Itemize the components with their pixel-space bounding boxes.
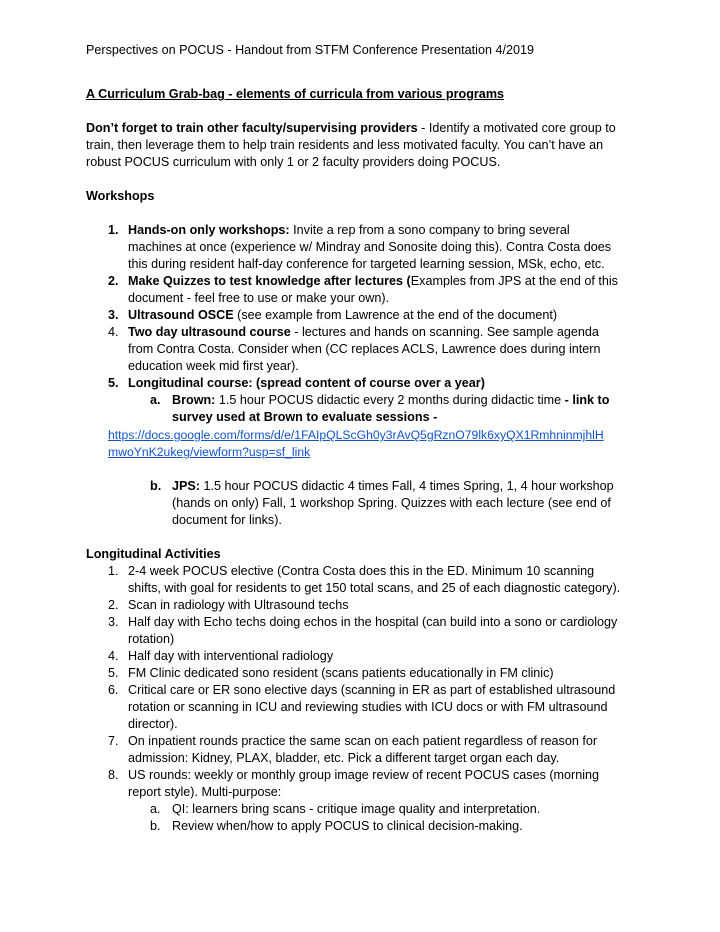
activity-7-number: 7. bbox=[108, 734, 119, 748]
survey-link-line-2[interactable]: mwoYnK2ukeg/viewform?usp=sf_link bbox=[108, 445, 311, 459]
activity-4-number: 4. bbox=[108, 649, 119, 663]
activity-8a-letter: a. bbox=[150, 802, 161, 816]
intro-text-1: - Identify a motivated core group to bbox=[417, 121, 616, 135]
activity-8b-letter: b. bbox=[150, 819, 161, 833]
activity-2-line-1: Scan in radiology with Ultrasound techs bbox=[128, 598, 349, 612]
sub-b-line-2: (hands on only) Fall, 1 workshop Spring. Quizzes with each lecture (see end of bbox=[172, 496, 611, 510]
workshop-2-number: 2. bbox=[108, 274, 119, 288]
activity-8b-line: Review when/how to apply POCUS to clinical decision-making. bbox=[172, 819, 523, 833]
intro-line-1 bbox=[86, 120, 616, 137]
workshop-3-bold: Ultrasound OSCE bbox=[128, 308, 234, 322]
sub-a-bold-2: - link to bbox=[564, 393, 610, 407]
activity-2-number: 2. bbox=[108, 598, 119, 612]
activity-6-number: 6. bbox=[108, 683, 119, 697]
workshop-1-line-1 bbox=[128, 222, 570, 239]
intro-line-2: train, then leverage them to help train residents and less motivated faculty. You can’t have an bbox=[86, 138, 604, 152]
workshop-1-line-2: machines at once (experience w/ Mindray and Sonosite doing this). Contra Costa does bbox=[128, 240, 612, 254]
workshop-3-line-1 bbox=[128, 307, 557, 324]
workshop-4-line-2: from Contra Costa. Consider when (CC replaces ACLS, Lawrence does during intern bbox=[128, 342, 601, 356]
workshop-5-number: 5. bbox=[108, 376, 119, 390]
page-header: Perspectives on POCUS - Handout from STFM Conference Presentation 4/2019 bbox=[86, 43, 534, 57]
workshop-3-number: 3. bbox=[108, 308, 119, 322]
activity-5-line-1: FM Clinic dedicated sono resident (scans patients educationally in FM clinic) bbox=[128, 666, 554, 680]
activity-3-line-2: rotation) bbox=[128, 632, 175, 646]
sub-b-line-3: document for links). bbox=[172, 513, 282, 527]
workshop-4-bold: Two day ultrasound course bbox=[128, 325, 291, 339]
sub-a-line-2: survey used at Brown to evaluate sessions - bbox=[172, 410, 438, 424]
section-title: A Curriculum Grab-bag - elements of curricula from various programs bbox=[86, 87, 505, 101]
workshop-1-line-3: this during resident half-day conference for targeted learning session, MSk, echo, etc. bbox=[128, 257, 605, 271]
activity-8-line-1: US rounds: weekly or monthly group image review of recent POCUS cases (morning bbox=[128, 768, 600, 782]
workshop-5-line-1: Longitudinal course: (spread content of course over a year) bbox=[128, 376, 485, 390]
workshop-2-line-1 bbox=[128, 273, 618, 290]
activity-1-number: 1. bbox=[108, 564, 119, 578]
workshop-1-number: 1. bbox=[108, 223, 119, 237]
activity-4-line-1: Half day with interventional radiology bbox=[128, 649, 334, 663]
workshop-4-text: - lectures and hands on scanning. See sample agenda bbox=[290, 325, 599, 339]
sub-a-letter: a. bbox=[150, 393, 161, 407]
workshop-2-bold: Make Quizzes to test knowledge after lectures ( bbox=[128, 274, 411, 288]
activity-1-line-2: shifts, with goal for residents to get 150 total scans, and 25 of each diagnostic category). bbox=[128, 581, 621, 595]
sub-b-line-1 bbox=[172, 478, 614, 495]
intro-line-3: robust POCUS curriculum with only 1 or 2 faculty providers doing POCUS. bbox=[86, 155, 501, 169]
workshop-2-line-2: document - feel free to use or make your own). bbox=[128, 291, 390, 305]
activity-6-line-3: director). bbox=[128, 717, 178, 731]
activity-6-line-2: rotation or scanning in ICU and reviewing studies with ICU docs or with FM ultrasound bbox=[128, 700, 608, 714]
activity-3-number: 3. bbox=[108, 615, 119, 629]
activity-8-number: 8. bbox=[108, 768, 119, 782]
sub-a-text: 1.5 hour POCUS didactic every 2 months during didactic time bbox=[215, 393, 565, 407]
sub-b-bold: JPS: bbox=[172, 479, 200, 493]
activity-8-line-2: report style). Multi-purpose: bbox=[128, 785, 282, 799]
activity-7-line-2: admission: Kidney, PLAX, bladder, etc. Pick a different target organ each day. bbox=[128, 751, 560, 765]
workshop-4-line-3: education week mid first year). bbox=[128, 359, 299, 373]
survey-link-line-1[interactable]: https://docs.google.com/forms/d/e/1FAIpQLScGh0y3rAvQ5gRznO79lk6xyQX1RmhninmjhlH bbox=[108, 428, 604, 442]
intro-bold: Don’t forget to train other faculty/supervising providers bbox=[86, 121, 418, 135]
workshop-4-line-1 bbox=[128, 324, 599, 341]
longitudinal-heading: Longitudinal Activities bbox=[86, 547, 221, 561]
activity-8a-line: QI: learners bring scans - critique image quality and interpretation. bbox=[172, 802, 541, 816]
sub-a-line-1 bbox=[172, 392, 609, 409]
workshop-3-text: (see example from Lawrence at the end of the document) bbox=[233, 308, 558, 322]
sub-b-letter: b. bbox=[150, 479, 162, 493]
activity-7-line-1: On inpatient rounds practice the same scan on each patient regardless of reason for bbox=[128, 734, 598, 748]
activity-5-number: 5. bbox=[108, 666, 119, 680]
workshop-1-text: Invite a rep from a sono company to bring several bbox=[289, 223, 570, 237]
activity-1-line-1: 2-4 week POCUS elective (Contra Costa does this in the ED. Minimum 10 scanning bbox=[128, 564, 595, 578]
workshop-1-bold: Hands-on only workshops: bbox=[128, 223, 290, 237]
workshop-2-text: Examples from JPS at the end of this bbox=[410, 274, 618, 288]
workshop-4-number: 4. bbox=[108, 325, 119, 339]
sub-b-text: 1.5 hour POCUS didactic 4 times Fall, 4 times Spring, 1, 4 hour workshop bbox=[200, 479, 614, 493]
sub-a-bold: Brown: bbox=[172, 393, 216, 407]
activity-3-line-1: Half day with Echo techs doing echos in the hospital (can build into a sono or cardiology bbox=[128, 615, 618, 629]
workshops-heading: Workshops bbox=[86, 189, 155, 203]
activity-6-line-1: Critical care or ER sono elective days (scanning in ER as part of established ultrasound bbox=[128, 683, 616, 697]
